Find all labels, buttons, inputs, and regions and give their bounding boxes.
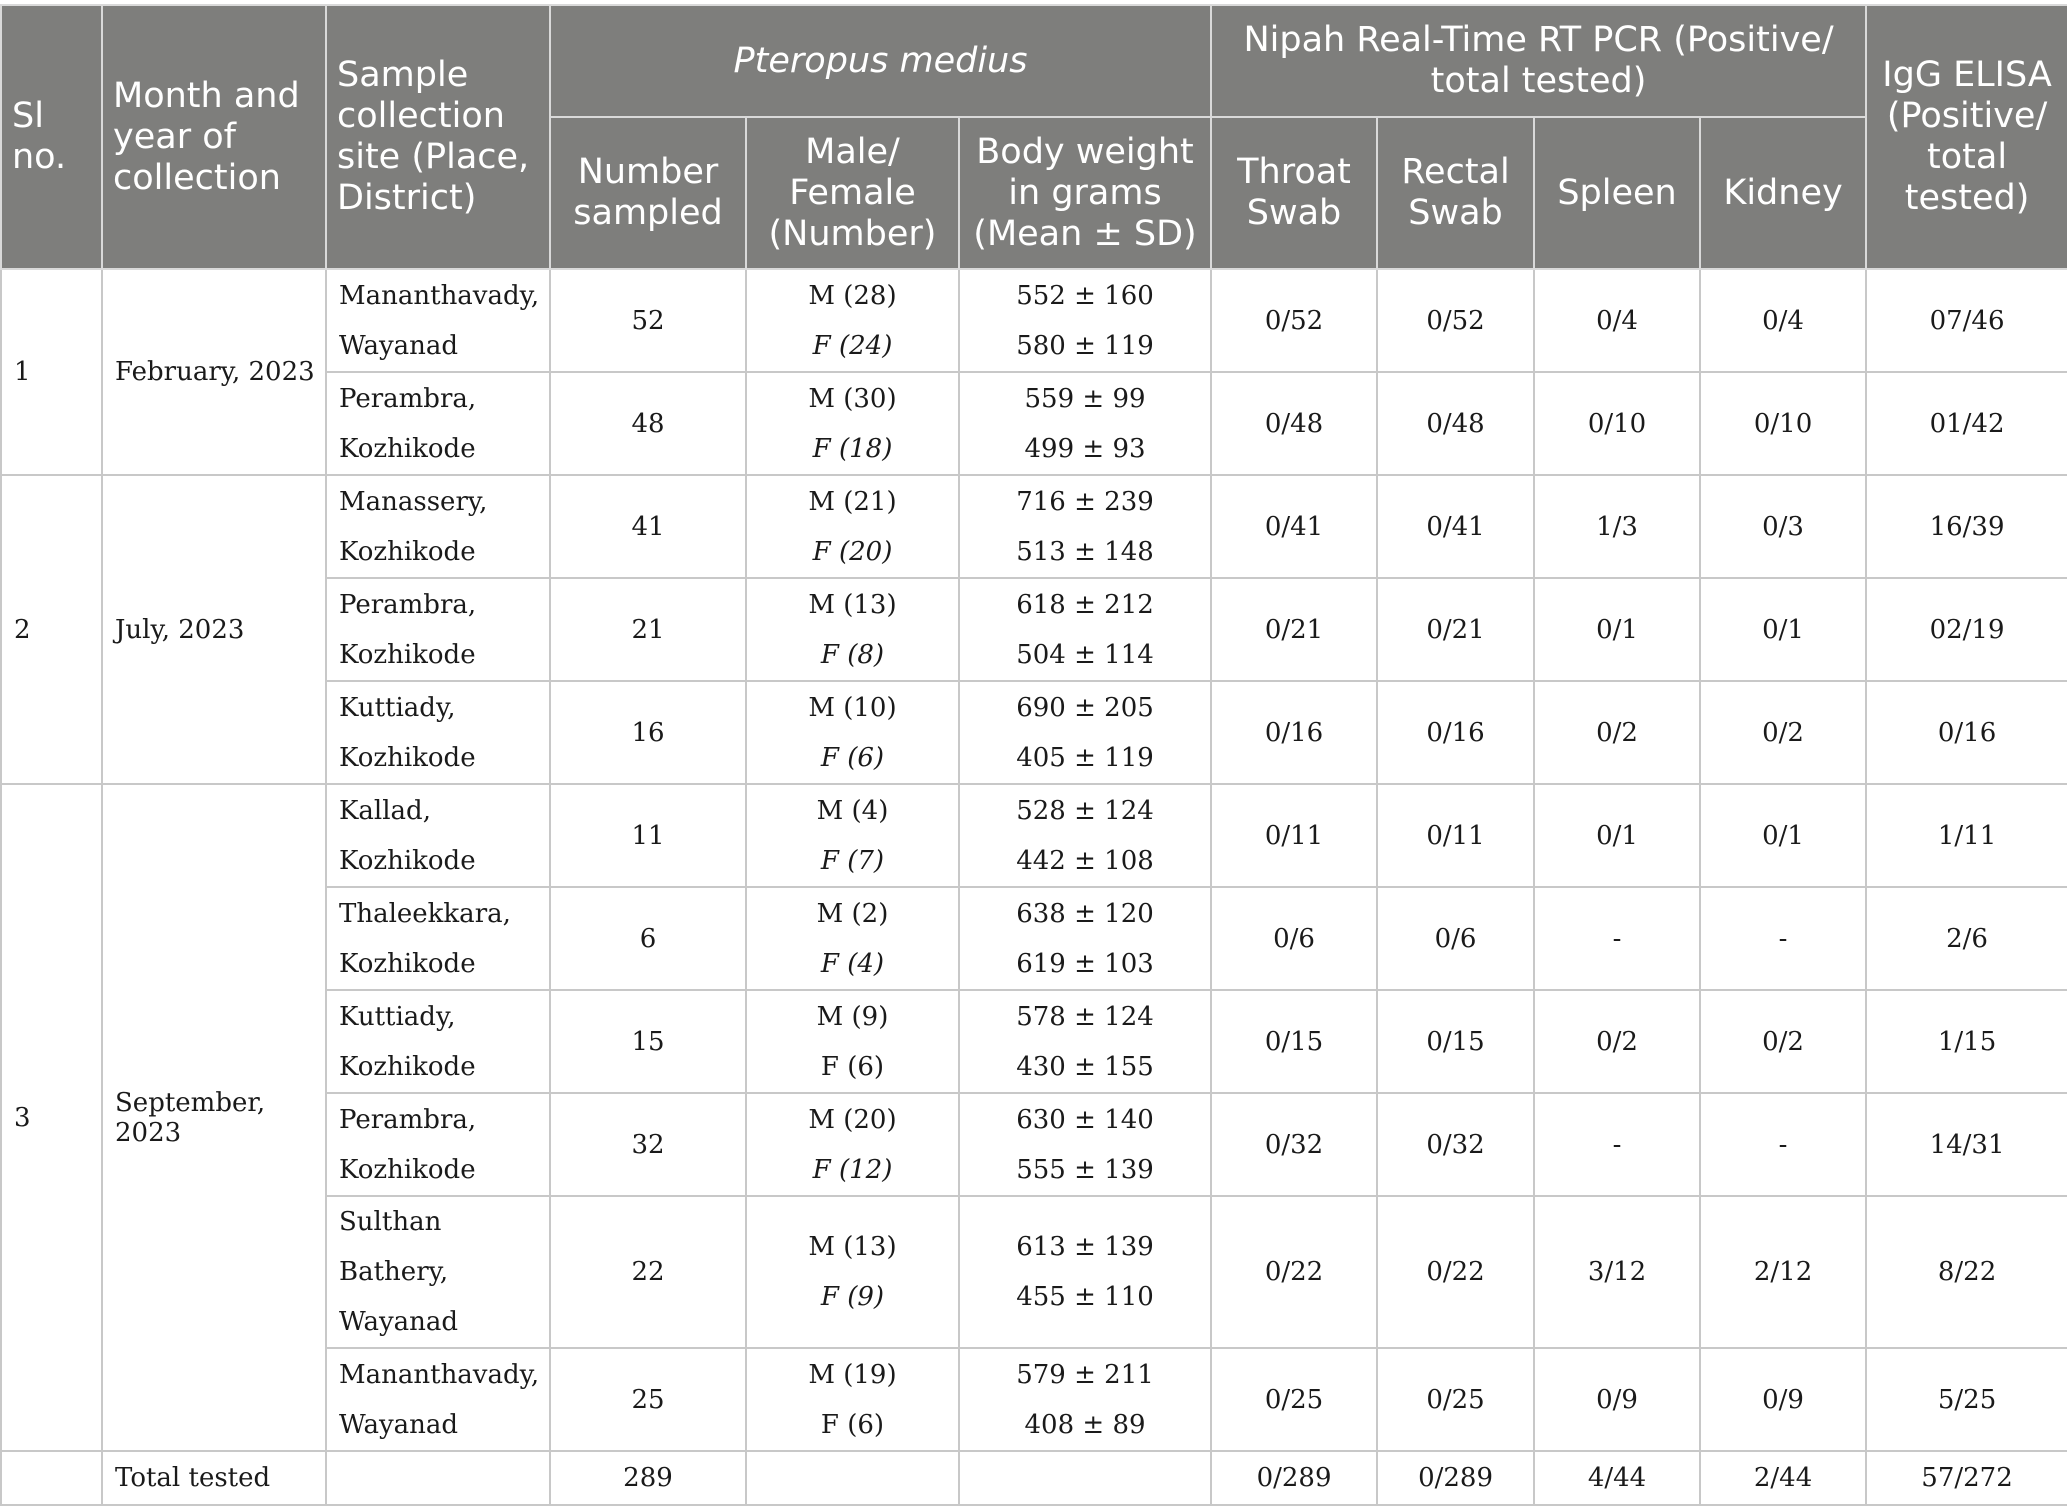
rectal-swab-cell: 0/16 bbox=[1377, 681, 1534, 784]
throat-swab-cell: 0/41 bbox=[1211, 475, 1377, 578]
kidney-cell: 0/9 bbox=[1700, 1348, 1866, 1451]
sex-cell bbox=[746, 1348, 959, 1451]
sex-cell bbox=[746, 784, 959, 887]
site-district: Kozhikode bbox=[339, 1154, 476, 1185]
header-pcr-group: Nipah Real-Time RT PCR (Positive/ total tested) bbox=[1211, 5, 1866, 117]
male-weight: 690 ± 205 bbox=[1016, 692, 1154, 723]
male-count: M (20) bbox=[808, 1104, 897, 1135]
female-count: F (7) bbox=[820, 845, 885, 876]
site-place: Perambra, bbox=[339, 589, 477, 620]
male-weight: 638 ± 120 bbox=[1016, 898, 1154, 929]
number-sampled-cell: 16 bbox=[550, 681, 746, 784]
site-cell bbox=[326, 681, 550, 784]
rectal-swab-cell: 0/6 bbox=[1377, 887, 1534, 990]
number-sampled-cell: 6 bbox=[550, 887, 746, 990]
total-sl-cell bbox=[1, 1451, 102, 1505]
total-throat: 0/289 bbox=[1211, 1451, 1377, 1505]
igg-elisa-cell: 0/16 bbox=[1866, 681, 2067, 784]
sex-cell bbox=[746, 269, 959, 372]
igg-elisa-cell: 2/6 bbox=[1866, 887, 2067, 990]
table-header bbox=[1, 5, 2067, 269]
kidney-cell: - bbox=[1700, 1093, 1866, 1196]
rectal-swab-cell: 0/41 bbox=[1377, 475, 1534, 578]
month-year-cell: July, 2023 bbox=[102, 475, 326, 784]
throat-swab-cell: 0/48 bbox=[1211, 372, 1377, 475]
spleen-cell: 0/1 bbox=[1534, 578, 1700, 681]
female-weight: 555 ± 139 bbox=[1016, 1154, 1154, 1185]
sex-cell bbox=[746, 990, 959, 1093]
total-weight-cell bbox=[959, 1451, 1211, 1505]
throat-swab-cell: 0/25 bbox=[1211, 1348, 1377, 1451]
body-weight-cell bbox=[959, 578, 1211, 681]
igg-elisa-cell: 07/46 bbox=[1866, 269, 2067, 372]
total-rectal: 0/289 bbox=[1377, 1451, 1534, 1505]
male-count: M (13) bbox=[808, 589, 897, 620]
results-table bbox=[0, 4, 2067, 1506]
number-sampled-cell: 11 bbox=[550, 784, 746, 887]
body-weight-cell bbox=[959, 1093, 1211, 1196]
number-sampled-cell: 32 bbox=[550, 1093, 746, 1196]
igg-elisa-cell: 01/42 bbox=[1866, 372, 2067, 475]
throat-swab-cell: 0/21 bbox=[1211, 578, 1377, 681]
body-weight-cell bbox=[959, 887, 1211, 990]
spleen-cell: 0/9 bbox=[1534, 1348, 1700, 1451]
male-weight: 716 ± 239 bbox=[1016, 486, 1154, 517]
total-spleen: 4/44 bbox=[1534, 1451, 1700, 1505]
igg-elisa-cell: 02/19 bbox=[1866, 578, 2067, 681]
body-weight-cell bbox=[959, 269, 1211, 372]
kidney-cell: 0/3 bbox=[1700, 475, 1866, 578]
site-district: Kozhikode bbox=[339, 742, 476, 773]
header-sl-no: Sl no. bbox=[1, 5, 102, 269]
total-kidney: 2/44 bbox=[1700, 1451, 1866, 1505]
site-cell bbox=[326, 990, 550, 1093]
female-count: F (12) bbox=[812, 1154, 893, 1185]
igg-elisa-cell: 1/15 bbox=[1866, 990, 2067, 1093]
number-sampled-cell: 15 bbox=[550, 990, 746, 1093]
site-district: Wayanad bbox=[339, 1307, 459, 1337]
sex-cell bbox=[746, 887, 959, 990]
number-sampled-cell: 21 bbox=[550, 578, 746, 681]
table-row bbox=[1, 269, 2067, 372]
sex-cell bbox=[746, 1196, 959, 1348]
site-place: Perambra, bbox=[339, 383, 477, 414]
male-weight: 618 ± 212 bbox=[1016, 589, 1154, 620]
male-weight: 552 ± 160 bbox=[1016, 280, 1154, 311]
spleen-cell: 0/1 bbox=[1534, 784, 1700, 887]
total-label: Total tested bbox=[102, 1451, 326, 1505]
spleen-cell: 0/10 bbox=[1534, 372, 1700, 475]
male-count: M (10) bbox=[808, 692, 897, 723]
spleen-cell: 3/12 bbox=[1534, 1196, 1700, 1348]
number-sampled-cell: 41 bbox=[550, 475, 746, 578]
table-body bbox=[1, 269, 2067, 1505]
male-weight: 559 ± 99 bbox=[1024, 383, 1146, 414]
igg-elisa-cell: 14/31 bbox=[1866, 1093, 2067, 1196]
site-cell bbox=[326, 1348, 550, 1451]
throat-swab-cell: 0/22 bbox=[1211, 1196, 1377, 1348]
rectal-swab-cell: 0/22 bbox=[1377, 1196, 1534, 1348]
male-weight: 528 ± 124 bbox=[1016, 795, 1154, 826]
rectal-swab-cell: 0/52 bbox=[1377, 269, 1534, 372]
header-body-weight: Body weight in grams (Mean ± SD) bbox=[959, 117, 1211, 269]
site-cell bbox=[326, 784, 550, 887]
igg-elisa-cell: 1/11 bbox=[1866, 784, 2067, 887]
site-place: Perambra, bbox=[339, 1104, 477, 1135]
sex-cell bbox=[746, 578, 959, 681]
male-weight: 578 ± 124 bbox=[1016, 1001, 1154, 1032]
body-weight-cell bbox=[959, 681, 1211, 784]
rectal-swab-cell: 0/25 bbox=[1377, 1348, 1534, 1451]
month-year-cell: February, 2023 bbox=[102, 269, 326, 475]
sex-cell bbox=[746, 1093, 959, 1196]
table-row bbox=[1, 475, 2067, 578]
header-male-female: Male/ Female (Number) bbox=[746, 117, 959, 269]
header-site: Sample collection site (Place, District) bbox=[326, 5, 550, 269]
igg-elisa-cell: 8/22 bbox=[1866, 1196, 2067, 1348]
site-place: Kuttiady, bbox=[339, 692, 456, 723]
female-count: F (20) bbox=[812, 536, 893, 567]
body-weight-cell bbox=[959, 1196, 1211, 1348]
kidney-cell: 0/1 bbox=[1700, 784, 1866, 887]
site-place: Sulthan Bathery, bbox=[339, 1207, 449, 1287]
female-weight: 408 ± 89 bbox=[1024, 1409, 1146, 1440]
sex-cell bbox=[746, 475, 959, 578]
total-number: 289 bbox=[550, 1451, 746, 1505]
number-sampled-cell: 48 bbox=[550, 372, 746, 475]
female-weight: 619 ± 103 bbox=[1016, 948, 1154, 979]
throat-swab-cell: 0/52 bbox=[1211, 269, 1377, 372]
female-count: F (6) bbox=[820, 742, 885, 773]
site-district: Kozhikode bbox=[339, 845, 476, 876]
throat-swab-cell: 0/32 bbox=[1211, 1093, 1377, 1196]
female-weight: 455 ± 110 bbox=[1016, 1282, 1154, 1312]
header-rectal-swab: Rectal Swab bbox=[1377, 117, 1534, 269]
number-sampled-cell: 52 bbox=[550, 269, 746, 372]
kidney-cell: 0/2 bbox=[1700, 990, 1866, 1093]
female-weight: 405 ± 119 bbox=[1016, 742, 1154, 773]
number-sampled-cell: 22 bbox=[550, 1196, 746, 1348]
igg-elisa-cell: 16/39 bbox=[1866, 475, 2067, 578]
body-weight-cell bbox=[959, 372, 1211, 475]
header-month-year: Month and year of collection bbox=[102, 5, 326, 269]
total-site-cell bbox=[326, 1451, 550, 1505]
site-place: Kallad, bbox=[339, 795, 431, 826]
male-count: M (30) bbox=[808, 383, 897, 414]
site-cell bbox=[326, 578, 550, 681]
sl-no-cell: 1 bbox=[1, 269, 102, 475]
female-weight: 504 ± 114 bbox=[1016, 639, 1154, 670]
site-cell bbox=[326, 1093, 550, 1196]
table-row bbox=[1, 784, 2067, 887]
female-count: F (9) bbox=[820, 1282, 885, 1312]
header-species: Pteropus medius bbox=[550, 5, 1211, 117]
body-weight-cell bbox=[959, 990, 1211, 1093]
female-weight: 499 ± 93 bbox=[1024, 433, 1146, 464]
kidney-cell: - bbox=[1700, 887, 1866, 990]
female-weight: 513 ± 148 bbox=[1016, 536, 1154, 567]
throat-swab-cell: 0/15 bbox=[1211, 990, 1377, 1093]
spleen-cell: 0/4 bbox=[1534, 269, 1700, 372]
site-district: Wayanad bbox=[339, 330, 459, 361]
spleen-cell: 0/2 bbox=[1534, 681, 1700, 784]
kidney-cell: 0/4 bbox=[1700, 269, 1866, 372]
header-throat-swab: Throat Swab bbox=[1211, 117, 1377, 269]
male-weight: 613 ± 139 bbox=[1016, 1232, 1154, 1262]
sl-no-cell: 2 bbox=[1, 475, 102, 784]
female-weight: 442 ± 108 bbox=[1016, 845, 1154, 876]
kidney-cell: 0/10 bbox=[1700, 372, 1866, 475]
number-sampled-cell: 25 bbox=[550, 1348, 746, 1451]
throat-swab-cell: 0/6 bbox=[1211, 887, 1377, 990]
female-count: F (4) bbox=[820, 948, 885, 979]
total-igg: 57/272 bbox=[1866, 1451, 2067, 1505]
rectal-swab-cell: 0/21 bbox=[1377, 578, 1534, 681]
kidney-cell: 0/2 bbox=[1700, 681, 1866, 784]
site-place: Mananthavady, bbox=[339, 280, 540, 311]
site-cell bbox=[326, 887, 550, 990]
site-district: Kozhikode bbox=[339, 536, 476, 567]
spleen-cell: - bbox=[1534, 1093, 1700, 1196]
male-count: M (2) bbox=[816, 898, 889, 929]
site-district: Kozhikode bbox=[339, 639, 476, 670]
spleen-cell: 1/3 bbox=[1534, 475, 1700, 578]
spleen-cell: - bbox=[1534, 887, 1700, 990]
header-spleen: Spleen bbox=[1534, 117, 1700, 269]
male-count: M (28) bbox=[808, 280, 897, 311]
site-place: Mananthavady, bbox=[339, 1359, 540, 1390]
site-cell bbox=[326, 1196, 550, 1348]
body-weight-cell bbox=[959, 1348, 1211, 1451]
rectal-swab-cell: 0/48 bbox=[1377, 372, 1534, 475]
site-district: Kozhikode bbox=[339, 948, 476, 979]
male-count: M (13) bbox=[808, 1232, 897, 1262]
site-cell bbox=[326, 475, 550, 578]
male-count: M (9) bbox=[816, 1001, 889, 1032]
rectal-swab-cell: 0/15 bbox=[1377, 990, 1534, 1093]
female-count: F (18) bbox=[812, 433, 893, 464]
female-count: F (6) bbox=[820, 1409, 885, 1440]
site-place: Manassery, bbox=[339, 486, 488, 517]
spleen-cell: 0/2 bbox=[1534, 990, 1700, 1093]
throat-swab-cell: 0/11 bbox=[1211, 784, 1377, 887]
body-weight-cell bbox=[959, 475, 1211, 578]
month-year-cell: September, 2023 bbox=[102, 784, 326, 1451]
igg-elisa-cell: 5/25 bbox=[1866, 1348, 2067, 1451]
header-kidney: Kidney bbox=[1700, 117, 1866, 269]
sl-no-cell: 3 bbox=[1, 784, 102, 1451]
male-count: M (4) bbox=[816, 795, 889, 826]
total-sex-cell bbox=[746, 1451, 959, 1505]
female-weight: 430 ± 155 bbox=[1016, 1051, 1154, 1082]
male-weight: 630 ± 140 bbox=[1016, 1104, 1154, 1135]
sex-cell bbox=[746, 681, 959, 784]
body-weight-cell bbox=[959, 784, 1211, 887]
site-cell bbox=[326, 269, 550, 372]
kidney-cell: 0/1 bbox=[1700, 578, 1866, 681]
female-count: F (8) bbox=[820, 639, 885, 670]
site-cell bbox=[326, 372, 550, 475]
rectal-swab-cell: 0/32 bbox=[1377, 1093, 1534, 1196]
site-district: Wayanad bbox=[339, 1409, 459, 1440]
total-row bbox=[1, 1451, 2067, 1505]
female-count: F (6) bbox=[820, 1051, 885, 1082]
site-district: Kozhikode bbox=[339, 1051, 476, 1082]
site-district: Kozhikode bbox=[339, 433, 476, 464]
female-weight: 580 ± 119 bbox=[1016, 330, 1154, 361]
rectal-swab-cell: 0/11 bbox=[1377, 784, 1534, 887]
sex-cell bbox=[746, 372, 959, 475]
male-count: M (21) bbox=[808, 486, 897, 517]
throat-swab-cell: 0/16 bbox=[1211, 681, 1377, 784]
site-place: Thaleekkara, bbox=[339, 898, 511, 929]
header-number-sampled: Number sampled bbox=[550, 117, 746, 269]
male-weight: 579 ± 211 bbox=[1016, 1359, 1154, 1390]
male-count: M (19) bbox=[808, 1359, 897, 1390]
female-count: F (24) bbox=[812, 330, 893, 361]
site-place: Kuttiady, bbox=[339, 1001, 456, 1032]
header-igg-elisa: IgG ELISA (Positive/ total tested) bbox=[1866, 5, 2067, 269]
kidney-cell: 2/12 bbox=[1700, 1196, 1866, 1348]
